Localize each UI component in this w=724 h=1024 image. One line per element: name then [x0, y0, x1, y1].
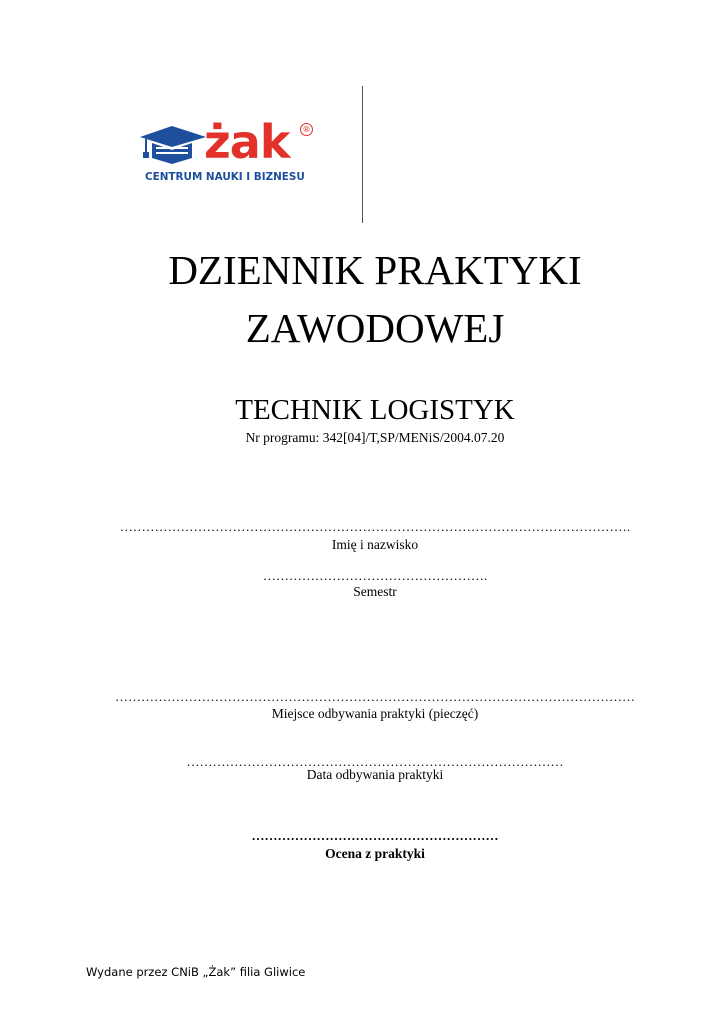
registered-mark: ®: [300, 123, 313, 136]
company-logo: [138, 115, 328, 190]
footer-publisher: Wydane przez CNiB „Żak” filia Gliwice: [86, 965, 306, 979]
title-line-1: DZIENNIK PRAKTYKI: [168, 247, 582, 293]
place-dotted-line: …………………………………………………………………………………………………………: [115, 689, 635, 704]
date-label: Data odbywania praktyki: [306, 767, 444, 782]
grade-dotted-line: …………………………………………………: [251, 828, 499, 843]
logo-tagline: CENTRUM NAUKI I BIZNESU: [145, 171, 305, 183]
place-label: Miejsce odbywania praktyki (pieczęć): [271, 706, 479, 721]
semester-dotted-line: …………………………………………….: [262, 568, 488, 583]
graduation-cap-icon: [138, 120, 208, 166]
grade-label: Ocena z praktyki: [325, 846, 425, 861]
date-dotted-line: ……………………………………………………………………………: [186, 754, 564, 769]
semester-label: Semestr: [353, 584, 397, 599]
title-line-2: ZAWODOWEJ: [245, 305, 505, 351]
name-label: Imię i nazwisko: [331, 537, 419, 552]
name-dotted-line: ……………………………………………………………………………………………………….: [119, 519, 631, 534]
vertical-divider: [362, 86, 363, 223]
program-number: Nr programu: 342[04]/T,SP/MENiS/2004.07.20: [245, 430, 505, 445]
document-subtitle: TECHNIK LOGISTYK: [235, 394, 515, 426]
logo-wordmark: żak: [204, 115, 290, 169]
document-title: [100, 244, 650, 354]
